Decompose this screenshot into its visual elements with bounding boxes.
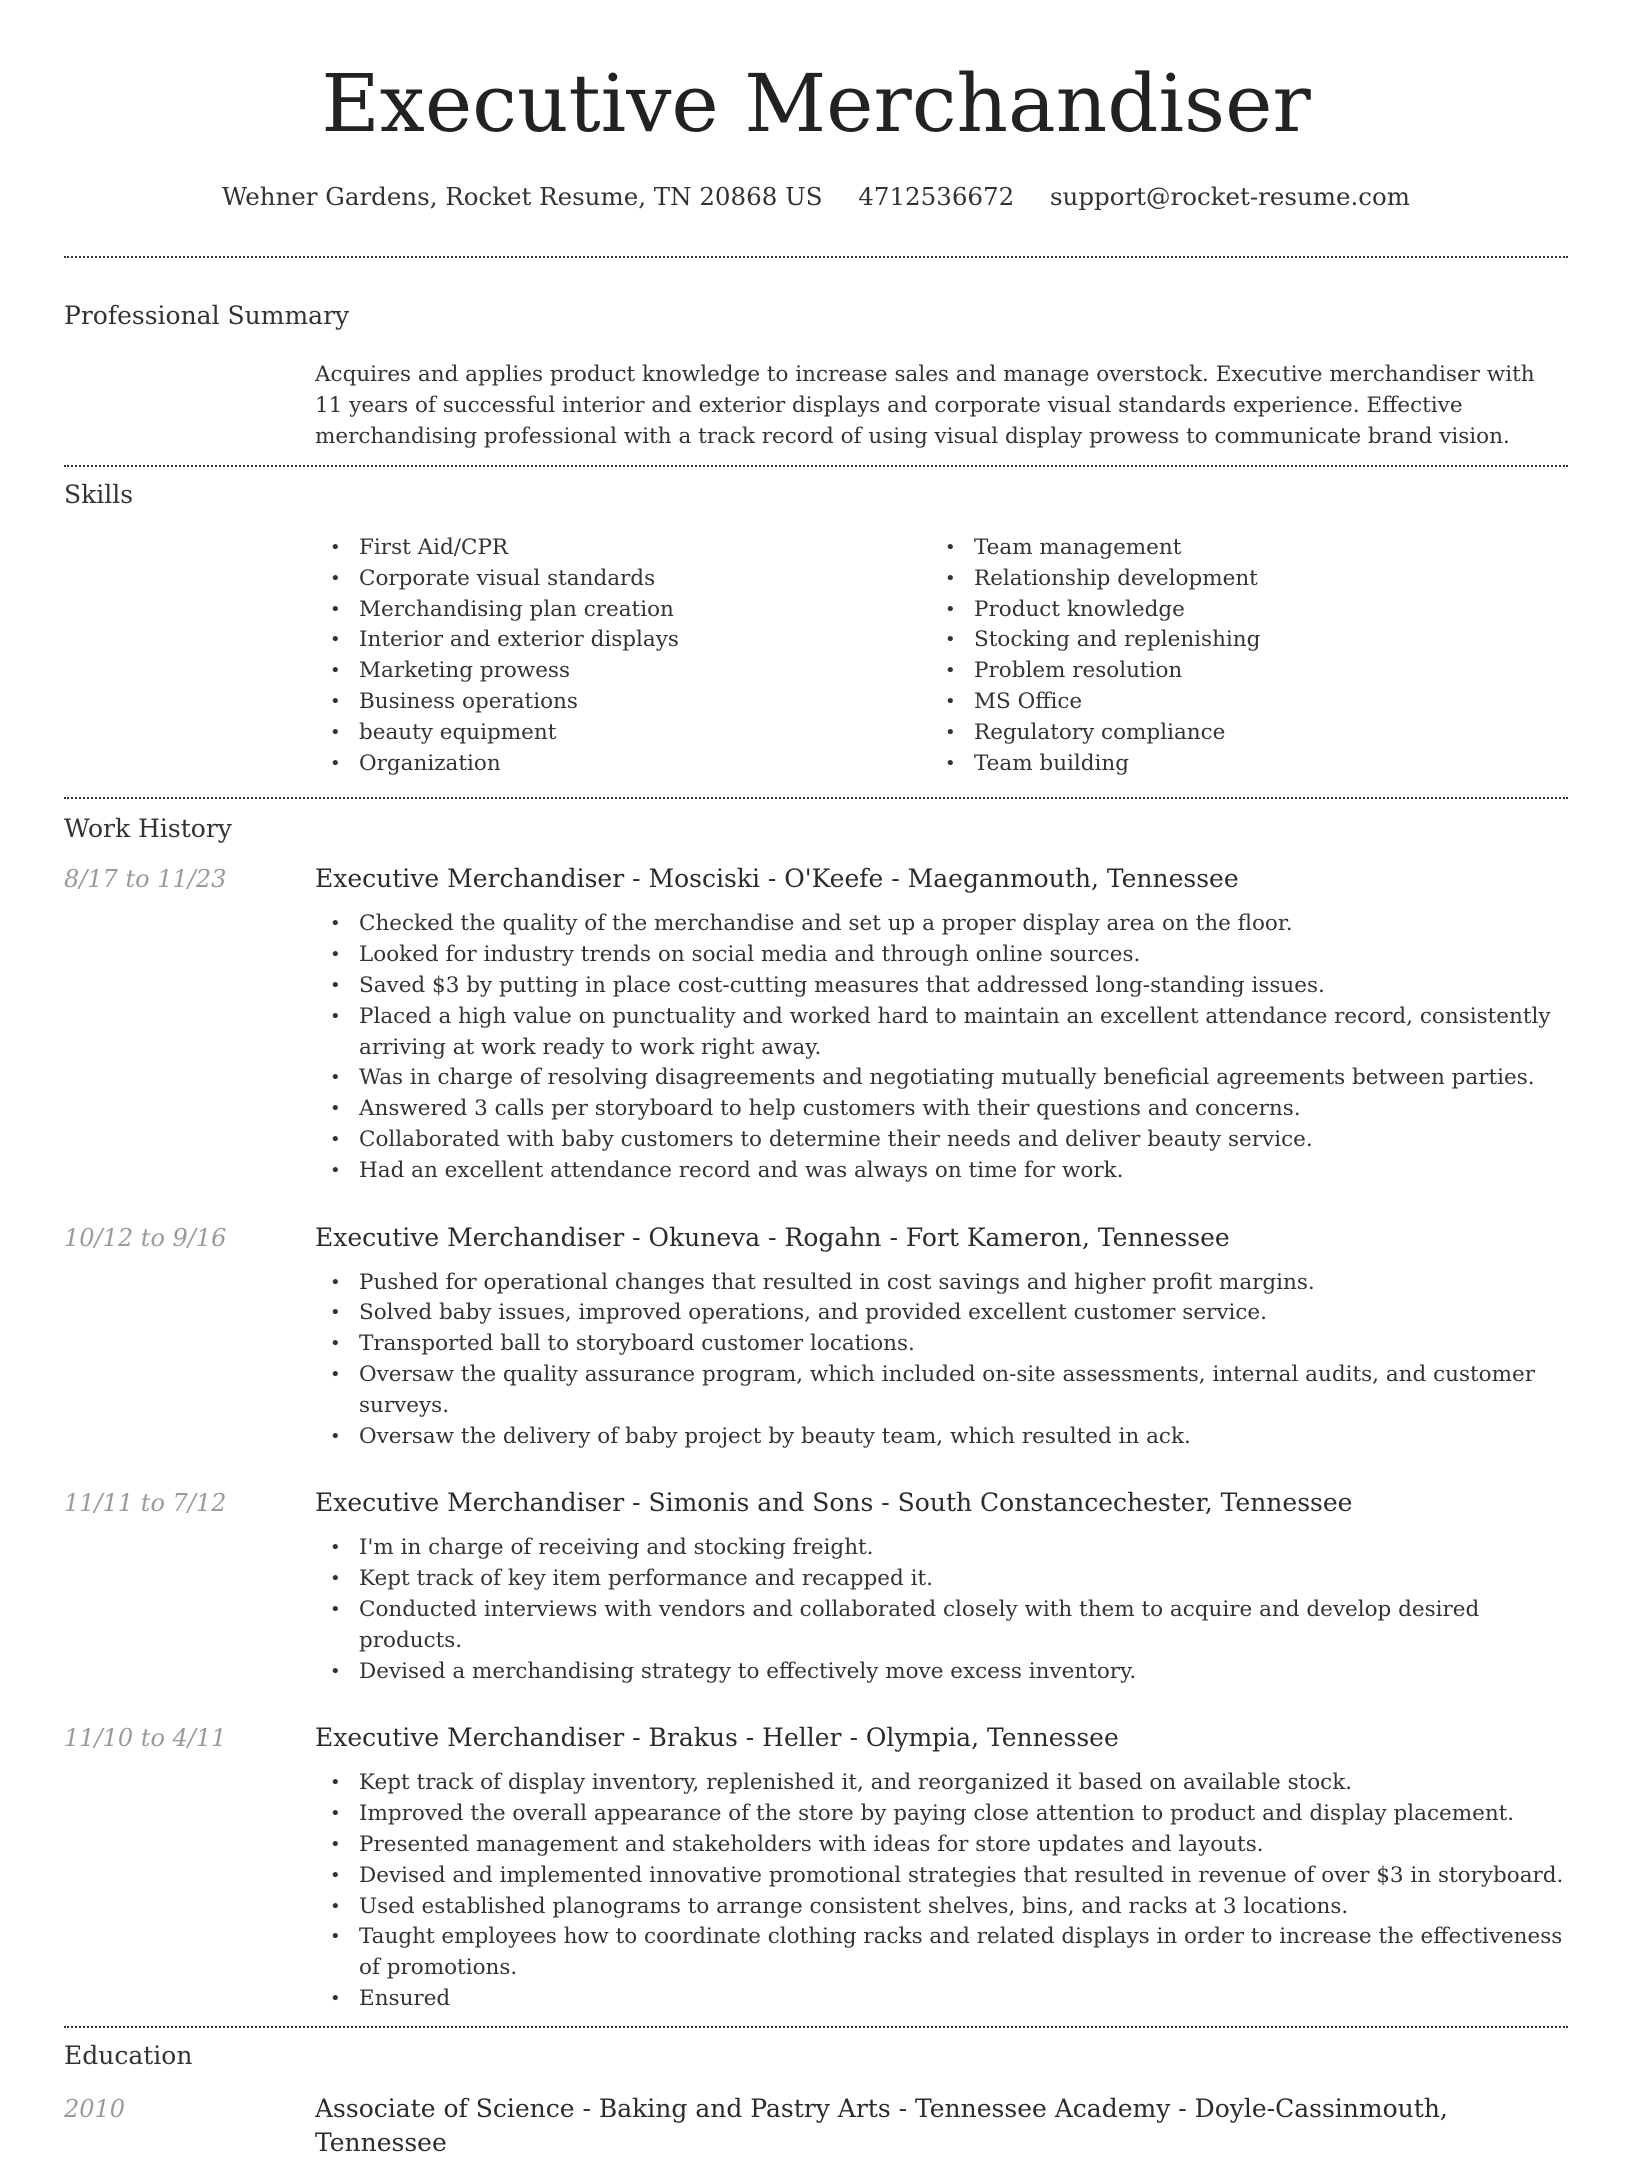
job-bullet: • Taught employees how to coordinate clothing racks and related displays in order to increase the effectiveness of promotions.	[315, 1922, 1568, 1984]
skill-item: • Team building	[930, 749, 1545, 780]
job-details	[315, 1721, 1568, 2014]
section-title-education: Education	[64, 2040, 193, 2070]
skills-list	[315, 533, 1568, 779]
job-bullet: • Transported ball to storyboard customer locations.	[315, 1329, 1568, 1360]
job-bullet: • Was in charge of resolving disagreements and negotiating mutually beneficial agreements between parties.	[315, 1063, 1568, 1094]
skill-item: • Regulatory compliance	[930, 718, 1545, 749]
contact-phone: 4712536672	[858, 182, 1015, 211]
contact-address: Wehner Gardens, Rocket Resume, TN 20868 US	[222, 182, 823, 211]
job-bullet: • Devised a merchandising strategy to effectively move excess inventory.	[315, 1657, 1568, 1688]
job-bullet: • Presented management and stakeholders with ideas for store updates and layouts.	[315, 1830, 1568, 1861]
job-bullets	[315, 909, 1568, 1186]
job-bullet: • Pushed for operational changes that resulted in cost savings and higher profit margins.	[315, 1268, 1568, 1299]
skill-item: • Problem resolution	[930, 656, 1545, 687]
section-title-work: Work History	[64, 814, 232, 844]
skills-column-right	[930, 533, 1545, 779]
job-heading: Executive Merchandiser - Brakus - Heller - Olympia, Tennessee	[315, 1723, 1119, 1753]
work-history-list	[64, 862, 1568, 2014]
job-dates: 8/17 to 11/23	[64, 865, 227, 894]
skill-item: • Product knowledge	[930, 595, 1545, 626]
job-bullet: • Devised and implemented innovative promotional strategies that resulted in revenue of over $3 in storyboard.	[315, 1861, 1568, 1892]
skill-item: • Corporate visual standards	[315, 564, 930, 595]
job-bullet: • Kept track of key item performance and recapped it.	[315, 1564, 1568, 1595]
job-details	[315, 1486, 1568, 1687]
section-divider	[64, 465, 1568, 467]
job-entry	[64, 1486, 1568, 1687]
job-bullet: • Placed a high value on punctuality and worked hard to maintain an excellent attendance record, consistently arriving at work ready to work right away.	[315, 1002, 1568, 1064]
summary-text: Acquires and applies product knowledge to increase sales and manage overstock. Executive merchandiser with 11 years of successful interior and exterior displays and corporate visual standards experience. Effective merchandising professional with a track record of using visual display prowess to communicate brand vision.	[315, 362, 1535, 449]
skill-item: • Merchandising plan creation	[315, 595, 930, 626]
job-details	[315, 1221, 1568, 1453]
job-heading: Executive Merchandiser - Mosciski - O'Keefe - Maeganmouth, Tennessee	[315, 864, 1239, 894]
skill-item: • Marketing prowess	[315, 656, 930, 687]
job-bullet: • Solved baby issues, improved operations, and provided excellent customer service.	[315, 1298, 1568, 1329]
job-bullet: • Looked for industry trends on social media and through online sources.	[315, 940, 1568, 971]
education-list	[64, 2092, 1568, 2160]
job-heading: Executive Merchandiser - Okuneva - Rogahn - Fort Kameron, Tennessee	[315, 1222, 1230, 1252]
job-bullet: • I'm in charge of receiving and stocking freight.	[315, 1533, 1568, 1564]
resume-page	[64, 0, 1568, 2160]
job-bullets	[315, 1533, 1568, 1687]
section-divider	[64, 256, 1568, 258]
job-heading: Executive Merchandiser - Simonis and Sons - South Constancechester, Tennessee	[315, 1488, 1353, 1518]
job-bullet: • Collaborated with baby customers to determine their needs and deliver beauty service.	[315, 1125, 1568, 1156]
job-bullet: • Had an excellent attendance record and was always on time for work.	[315, 1156, 1568, 1187]
section-title-summary: Professional Summary	[64, 301, 350, 330]
candidate-name: Executive Merchandiser	[321, 57, 1311, 150]
section-title-skills: Skills	[64, 480, 134, 509]
job-bullet: • Saved $3 by putting in place cost-cutting measures that addressed long-standing issues.	[315, 971, 1568, 1002]
job-details	[315, 862, 1568, 1186]
job-bullet: • Ensured	[315, 1984, 1568, 2015]
job-dates: 10/12 to 9/16	[64, 1223, 227, 1252]
skill-item: • Relationship development	[930, 564, 1545, 595]
skill-item: • Interior and exterior displays	[315, 625, 930, 656]
job-bullet: • Improved the overall appearance of the store by paying close attention to product and display placement.	[315, 1799, 1568, 1830]
job-bullet: • Checked the quality of the merchandise and set up a proper display area on the floor.	[315, 909, 1568, 940]
job-bullet: • Kept track of display inventory, replenished it, and reorganized it based on available stock.	[315, 1768, 1568, 1799]
job-bullets	[315, 1768, 1568, 2014]
job-bullet: • Conducted interviews with vendors and collaborated closely with them to acquire and develop desired products.	[315, 1595, 1568, 1657]
skill-item: • Stocking and replenishing	[930, 625, 1545, 656]
education-heading: Associate of Science - Baking and Pastry Arts - Tennessee Academy - Doyle-Cassinmouth, Tennessee	[315, 2093, 1448, 2157]
job-entry	[64, 862, 1568, 1186]
section-divider	[64, 797, 1568, 799]
job-dates: 11/11 to 7/12	[64, 1489, 227, 1518]
job-bullet: • Used established planograms to arrange consistent shelves, bins, and racks at 3 locations.	[315, 1892, 1568, 1923]
skill-item: • MS Office	[930, 687, 1545, 718]
contact-email: support@rocket-resume.com	[1049, 182, 1410, 211]
skill-item: • First Aid/CPR	[315, 533, 930, 564]
skills-column-left	[315, 533, 930, 779]
job-bullet: • Oversaw the quality assurance program, which included on-site assessments, internal audits, and customer surveys.	[315, 1360, 1568, 1422]
section-divider	[64, 2026, 1568, 2028]
job-bullets	[315, 1268, 1568, 1453]
skill-item: • Business operations	[315, 687, 930, 718]
job-bullet: • Answered 3 calls per storyboard to help customers with their questions and concerns.	[315, 1094, 1568, 1125]
skill-item: • Organization	[315, 749, 930, 780]
job-entry	[64, 1221, 1568, 1453]
skill-item: • beauty equipment	[315, 718, 930, 749]
education-dates: 2010	[64, 2094, 126, 2123]
job-bullet: • Oversaw the delivery of baby project by beauty team, which resulted in ack.	[315, 1422, 1568, 1453]
contact-line	[64, 180, 1568, 214]
education-entry	[64, 2092, 1568, 2160]
job-entry	[64, 1721, 1568, 2014]
skill-item: • Team management	[930, 533, 1545, 564]
job-dates: 11/10 to 4/11	[64, 1724, 227, 1753]
